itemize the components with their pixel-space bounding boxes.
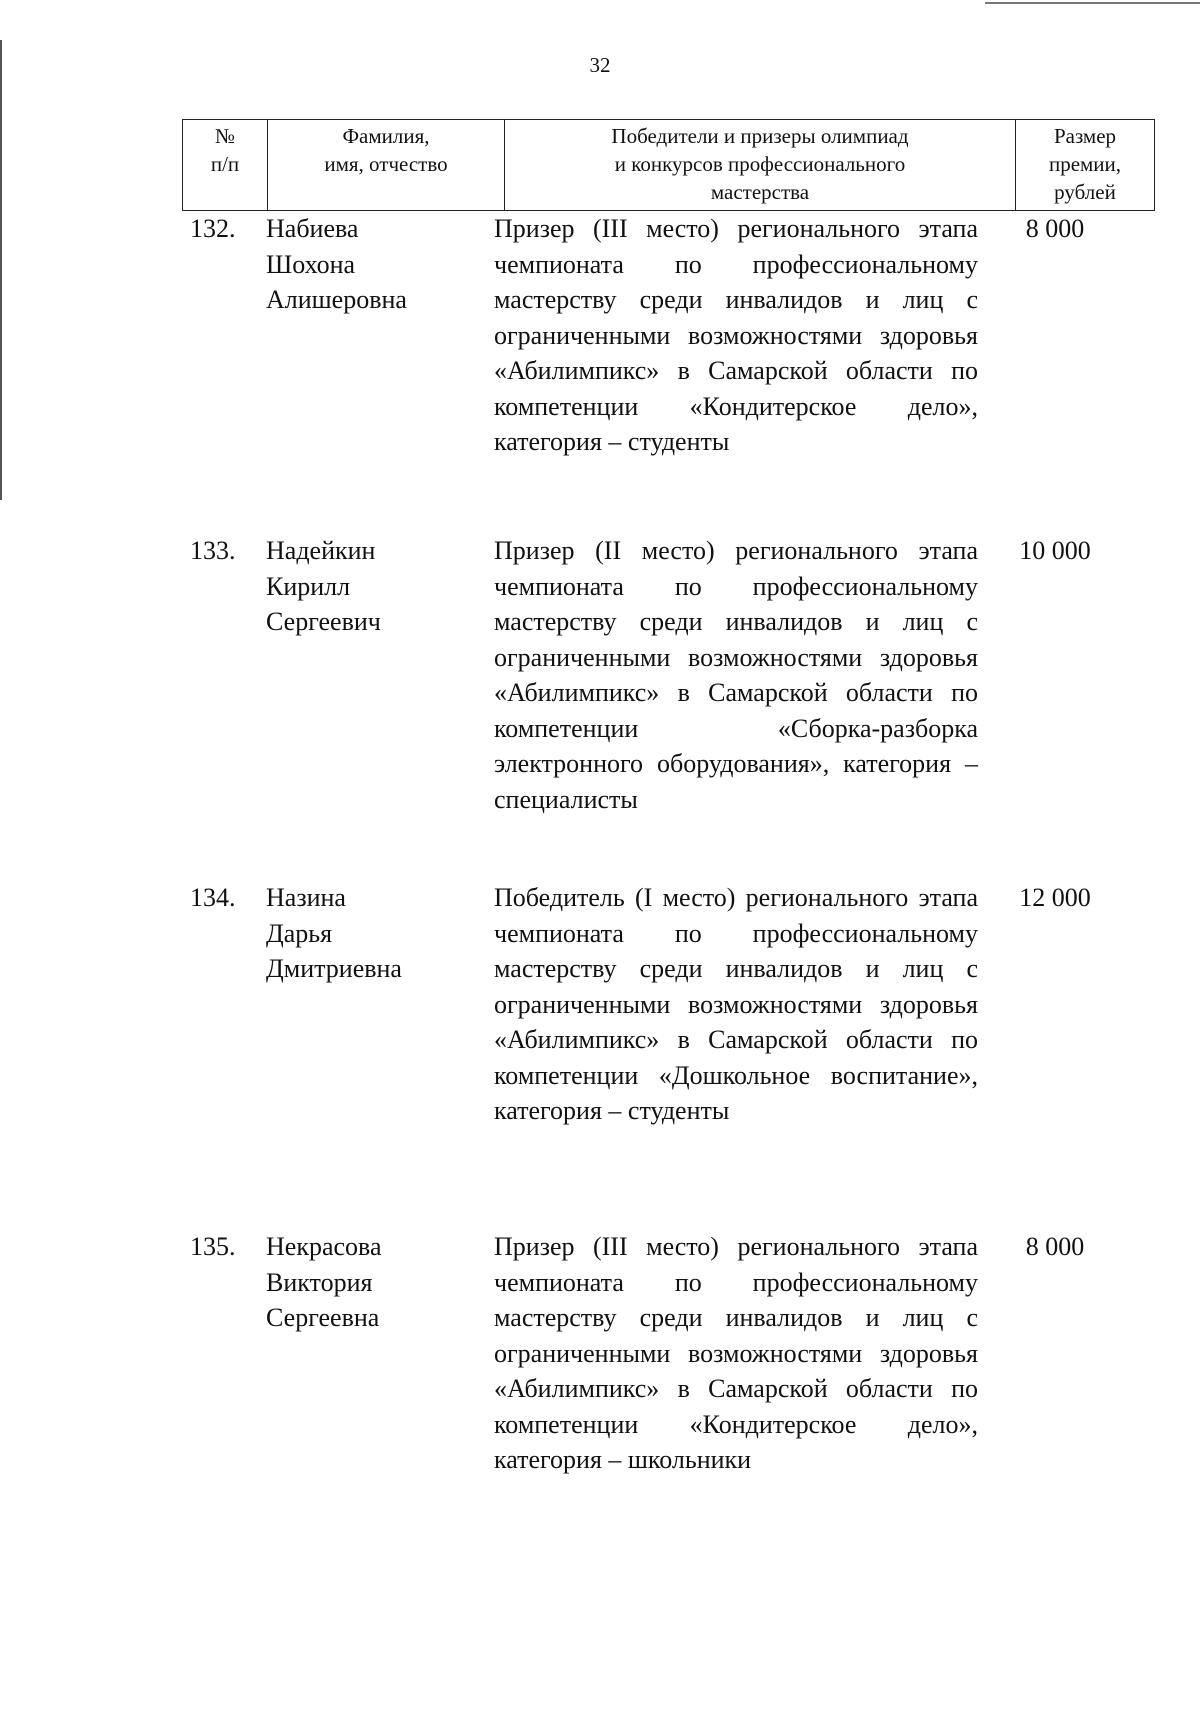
patronymic: Сергеевич xyxy=(266,607,381,636)
first-name: Шохона xyxy=(266,249,356,279)
first-name: Дарья xyxy=(266,918,333,948)
achievement-description: Победитель (I место) регионального этапа чемпионата по профессиональному мастерству среди инвалидов и лиц с ограниченными возможностями здоровья «Абилимпикс» в Самарской области по компетенции «Дошкольное воспитание», категория – студенты xyxy=(494,883,978,1125)
row-number: 135. xyxy=(190,1232,236,1261)
patronymic: Алишеровна xyxy=(266,285,407,314)
surname: Надейкин xyxy=(266,536,376,565)
surname: Некрасова xyxy=(266,1232,382,1261)
surname: Назина xyxy=(266,883,346,912)
achievement-description: Призер (III место) регионального этапа чемпионата по профессиональному мастерству среди инвалидов и лиц с ограниченными возможностями здоровья «Абилимпикс» в Самарской области по компетенции «Кондитерское дело», категория – школьники xyxy=(494,1232,978,1474)
header-number: № п/п xyxy=(183,120,268,211)
patronymic: Дмитриевна xyxy=(266,954,402,983)
table-header-row xyxy=(183,120,1155,211)
person-name xyxy=(266,1229,466,1336)
award-amount: 8 000 xyxy=(1025,1232,1085,1261)
header-award-amount: Размер премии, рублей xyxy=(1016,120,1155,211)
person-name xyxy=(266,880,466,987)
scan-margin-line xyxy=(0,40,2,500)
surname: Набиева xyxy=(266,214,359,243)
person-name xyxy=(266,211,466,318)
person-name xyxy=(266,533,466,640)
page-number: 32 xyxy=(589,53,611,77)
row-number: 132. xyxy=(190,214,236,243)
patronymic: Сергеевна xyxy=(266,1303,380,1332)
row-number: 133. xyxy=(190,536,236,565)
award-amount: 8 000 xyxy=(1025,214,1085,243)
achievement-description: Призер (III место) регионального этапа чемпионата по профессиональному мастерству среди инвалидов и лиц с ограниченными возможностями здоровья «Абилимпикс» в Самарской области по компетенции «Кондитерское дело», категория – студенты xyxy=(494,214,978,456)
table-header xyxy=(182,119,1155,211)
first-name: Кирилл xyxy=(266,571,351,601)
award-amount: 12 000 xyxy=(1019,883,1091,912)
first-name: Виктория xyxy=(266,1267,373,1297)
award-amount: 10 000 xyxy=(1019,536,1091,565)
header-achievement: Победители и призеры олимпиад и конкурсов профессионального мастерства xyxy=(505,120,1016,211)
scan-edge-line xyxy=(985,2,1200,4)
header-name: Фамилия, имя, отчество xyxy=(268,120,505,211)
row-number: 134. xyxy=(190,883,236,912)
achievement-description: Призер (II место) регионального этапа чемпионата по профессиональному мастерству среди инвалидов и лиц с ограниченными возможностями здоровья «Абилимпикс» в Самарской области по компетенции «Сборка-разборка электронного оборудования», категория – специалисты xyxy=(494,536,978,814)
